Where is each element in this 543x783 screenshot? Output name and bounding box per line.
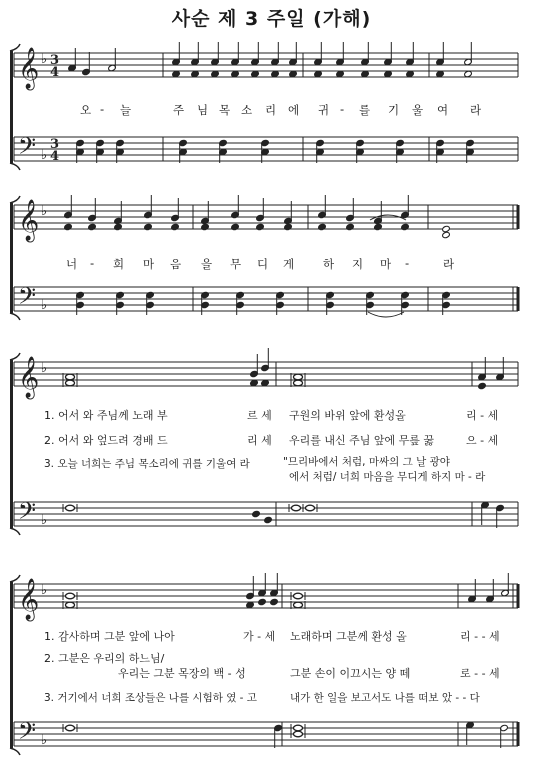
time-signature-top: 3 (50, 137, 60, 152)
verse-3-left: 3. 오늘 너희는 주님 목소리에 귀를 기울여 라 (44, 458, 250, 470)
verse-2-left: 2. 어서 와 엎드려 경배 드 (44, 434, 168, 447)
lyric-syllable: - (90, 256, 95, 270)
verse-1-mid2: 구원의 바위 앞에 환성올 (289, 409, 406, 422)
flat-sign: ♭ (41, 52, 48, 67)
breve-note (66, 593, 75, 599)
bass-clef: 𝄢 (18, 132, 37, 165)
breve-note (66, 505, 75, 511)
verse-2-end: 으 - 세 (466, 434, 499, 447)
treble-clef: 𝄞 (18, 357, 40, 398)
lyric-syllable: 하 (323, 257, 335, 271)
lyric-syllable: 음 (170, 257, 182, 271)
breve-note (66, 602, 75, 608)
note-head (374, 223, 383, 230)
note-head (284, 223, 293, 230)
flat-sign: ♭ (41, 148, 48, 163)
flat-sign: ♭ (41, 361, 48, 376)
breve-note (292, 505, 301, 511)
breve-note (66, 725, 75, 731)
lyric-syllable: 마 (380, 257, 392, 271)
treble-clef: 𝄞 (18, 200, 40, 241)
lyric-syllable: 귀 (318, 103, 330, 117)
time-signature-bottom: 4 (50, 65, 60, 80)
lyric-syllable: 를 (359, 103, 371, 117)
verse-1-mid1: 르 세 (247, 409, 272, 422)
note-head (231, 223, 240, 230)
verse-2-sub: 우리는 그분 목장의 백 - 성 (118, 667, 246, 680)
lyric-syllable: 지 (352, 257, 364, 271)
slur (368, 312, 404, 317)
lyric-syllable: 님 (197, 103, 209, 117)
breve-note (294, 374, 303, 380)
flat-sign: ♭ (41, 298, 48, 313)
note-head (401, 223, 410, 230)
verse-1-mid1: 가 - 세 (243, 630, 276, 643)
verse-1-mid2: 노래하며 그분께 환성 올 (290, 630, 407, 643)
verse-2-mid1: 리 세 (247, 434, 272, 447)
verse-1-end: 리 - - 세 (460, 630, 500, 643)
note-head (256, 223, 265, 230)
verse-3-mid2: 내가 한 일을 보고서도 나를 떠보 았 - - 다 (290, 692, 480, 704)
system-bracket (10, 203, 13, 313)
breve-note (294, 602, 303, 608)
note-head (264, 516, 273, 523)
system-bracket (10, 51, 13, 163)
note-head (318, 223, 327, 230)
verse-3-left: 3. 거기에서 너희 조상들은 나를 시험하 였 - 고 (44, 692, 257, 704)
breve-note (294, 725, 303, 731)
bass-clef: 𝄢 (18, 717, 37, 750)
note-head (442, 225, 451, 232)
note-head (346, 223, 355, 230)
flat-sign: ♭ (41, 733, 48, 748)
lyric-syllable: 울 (412, 103, 424, 117)
breve-note (294, 593, 303, 599)
bass-clef: 𝄢 (18, 497, 37, 530)
note-head (64, 223, 73, 230)
verse-2-end: 로 - - 세 (460, 667, 500, 680)
lyric-syllable: 라 (443, 257, 455, 271)
note-head (258, 598, 267, 605)
system-bracket (10, 360, 13, 528)
note-head (88, 223, 97, 230)
bass-clef: 𝄢 (18, 282, 37, 315)
breve-note (294, 731, 303, 737)
lyric-syllable: 늘 (120, 103, 132, 117)
verse-3-mid2a: "므리바에서 처럼, 마싸의 그 날 광야 (283, 456, 450, 468)
lyric-syllable: 에 (288, 103, 300, 117)
note-head (252, 510, 261, 517)
verse-2-left: 2. 그분은 우리의 하느님/ (44, 652, 165, 665)
flat-sign: ♭ (41, 583, 48, 598)
lyric-syllable: 디 (257, 257, 269, 271)
note-head (144, 223, 153, 230)
note-head (171, 223, 180, 230)
lyric-syllable: 목 (219, 103, 231, 117)
page-title: 사순 제 3 주일 (가해) (171, 8, 372, 30)
lyric-syllable: 여 (437, 103, 449, 117)
lyric-syllable: 너 (66, 257, 78, 271)
note-head (114, 223, 123, 230)
lyric-syllable: 주 (173, 103, 185, 117)
system-bracket (10, 582, 13, 748)
lyric-syllable: - (100, 102, 105, 116)
lyric-syllable: 오 (80, 103, 92, 117)
verse-1-left: 1. 감사하며 그분 앞에 나아 (44, 630, 175, 643)
flat-sign: ♭ (41, 513, 48, 528)
breve-note (66, 380, 75, 386)
note-head (442, 231, 451, 238)
time-signature-top: 3 (50, 53, 60, 68)
lyric-syllable: 라 (470, 103, 482, 117)
note-head (478, 382, 487, 389)
lyric-syllable: 을 (201, 257, 213, 271)
verse-2-mid2: 그분 손이 이끄시는 양 떼 (290, 667, 411, 680)
verse-3-mid2b: 에서 처럼/ 너희 마음을 무디게 하지 마 - 라 (289, 471, 486, 483)
lyric-syllable: 마 (143, 257, 155, 271)
note-head (270, 598, 279, 605)
lyric-syllable: - (340, 102, 345, 116)
breve-note (294, 380, 303, 386)
note-head (201, 223, 210, 230)
treble-clef: 𝄞 (18, 579, 40, 620)
lyric-syllable: 무 (230, 257, 242, 271)
verse-2-mid2: 우리를 내신 주님 앞에 무릎 꿇 (289, 434, 434, 447)
lyric-syllable: 게 (283, 257, 295, 271)
lyric-syllable: 리 (265, 103, 277, 117)
breve-note (306, 505, 315, 511)
breve-note (66, 374, 75, 380)
lyric-syllable: - (405, 256, 410, 270)
verse-1-end: 리 - 세 (466, 409, 499, 422)
flat-sign: ♭ (41, 204, 48, 219)
lyric-syllable: 소 (241, 103, 253, 117)
lyric-syllable: 희 (113, 257, 125, 271)
treble-clef: 𝄞 (18, 48, 40, 89)
lyric-syllable: 기 (388, 103, 400, 117)
verse-1-left: 1. 어서 와 주님께 노래 부 (44, 409, 168, 422)
time-signature-bottom: 4 (50, 149, 60, 164)
